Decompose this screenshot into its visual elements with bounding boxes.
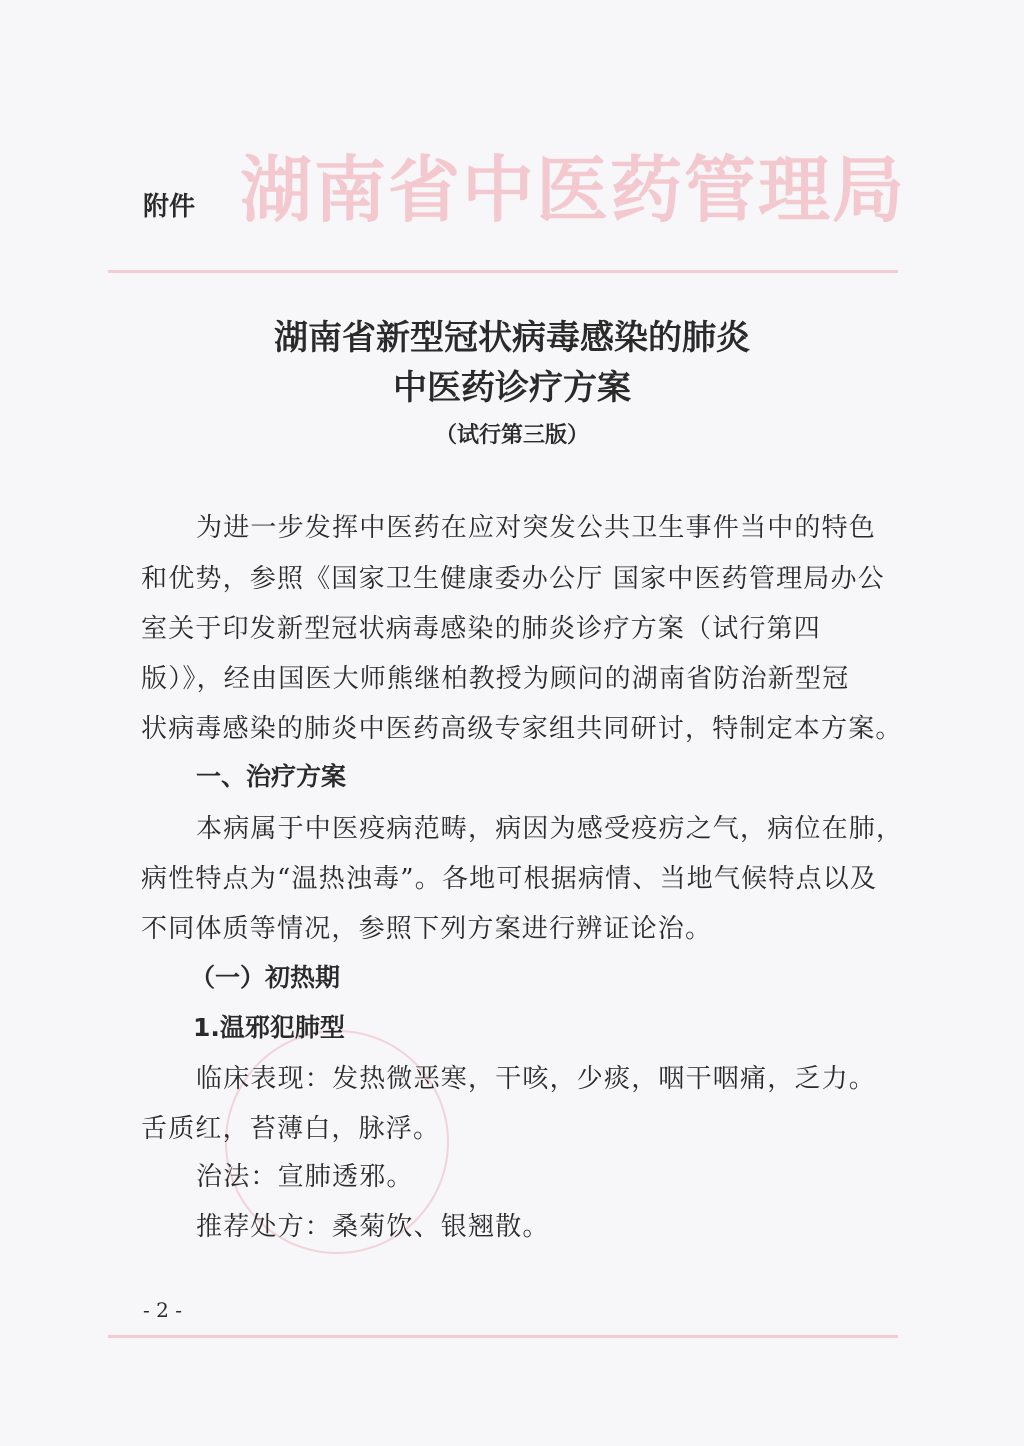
intro-line: 为进一步发挥中医药在应对突发公共卫生事件当中的特色	[196, 513, 877, 543]
document-title-line-1: 湖南省新型冠状病毒感染的肺炎	[274, 318, 750, 358]
document-title-line-2: 中医药诊疗方案	[393, 368, 631, 408]
intro-line: 室关于印发新型冠状病毒感染的肺炎诊疗方案（试行第四	[141, 614, 822, 644]
prescription-text: 推荐处方：桑菊饮、银翘散。	[196, 1212, 550, 1242]
document-subtitle: （试行第三版）	[434, 422, 589, 448]
clinical-line: 舌质红，苔薄白，脉浮。	[141, 1114, 441, 1144]
footer-divider	[108, 1335, 898, 1338]
section-line: 病性特点为“温热浊毒”。各地可根据病情、当地气候特点以及	[141, 864, 878, 894]
letterhead-watermark: 湖南省中医药管理局	[240, 147, 907, 232]
intro-line: 和优势，参照《国家卫生健康委办公厅 国家中医药管理局办公	[141, 564, 885, 594]
subsection-heading: （一）初热期	[190, 963, 341, 992]
section-line: 本病属于中医疫病范畴，病因为感受疫疠之气，病位在肺，	[196, 814, 904, 844]
type-heading: 1.温邪犯肺型	[193, 1013, 345, 1042]
section-heading: 一、治疗方案	[196, 762, 347, 791]
intro-line: 状病毒感染的肺炎中医药高级专家组共同研讨，特制定本方案。	[141, 714, 903, 744]
section-line: 不同体质等情况，参照下列方案进行辨证论治。	[141, 914, 713, 944]
page-number: - 2 -	[143, 1298, 182, 1322]
treatment-text: 治法：宣肺透邪。	[196, 1162, 414, 1192]
intro-line: 版）》，经由国医大师熊继柏教授为顾问的湖南省防治新型冠	[141, 664, 850, 694]
clinical-line: 临床表现：发热微恶寒，干咳，少痰，咽干咽痛，乏力。	[196, 1064, 877, 1094]
attachment-label: 附件	[143, 192, 196, 222]
header-divider	[108, 270, 898, 273]
